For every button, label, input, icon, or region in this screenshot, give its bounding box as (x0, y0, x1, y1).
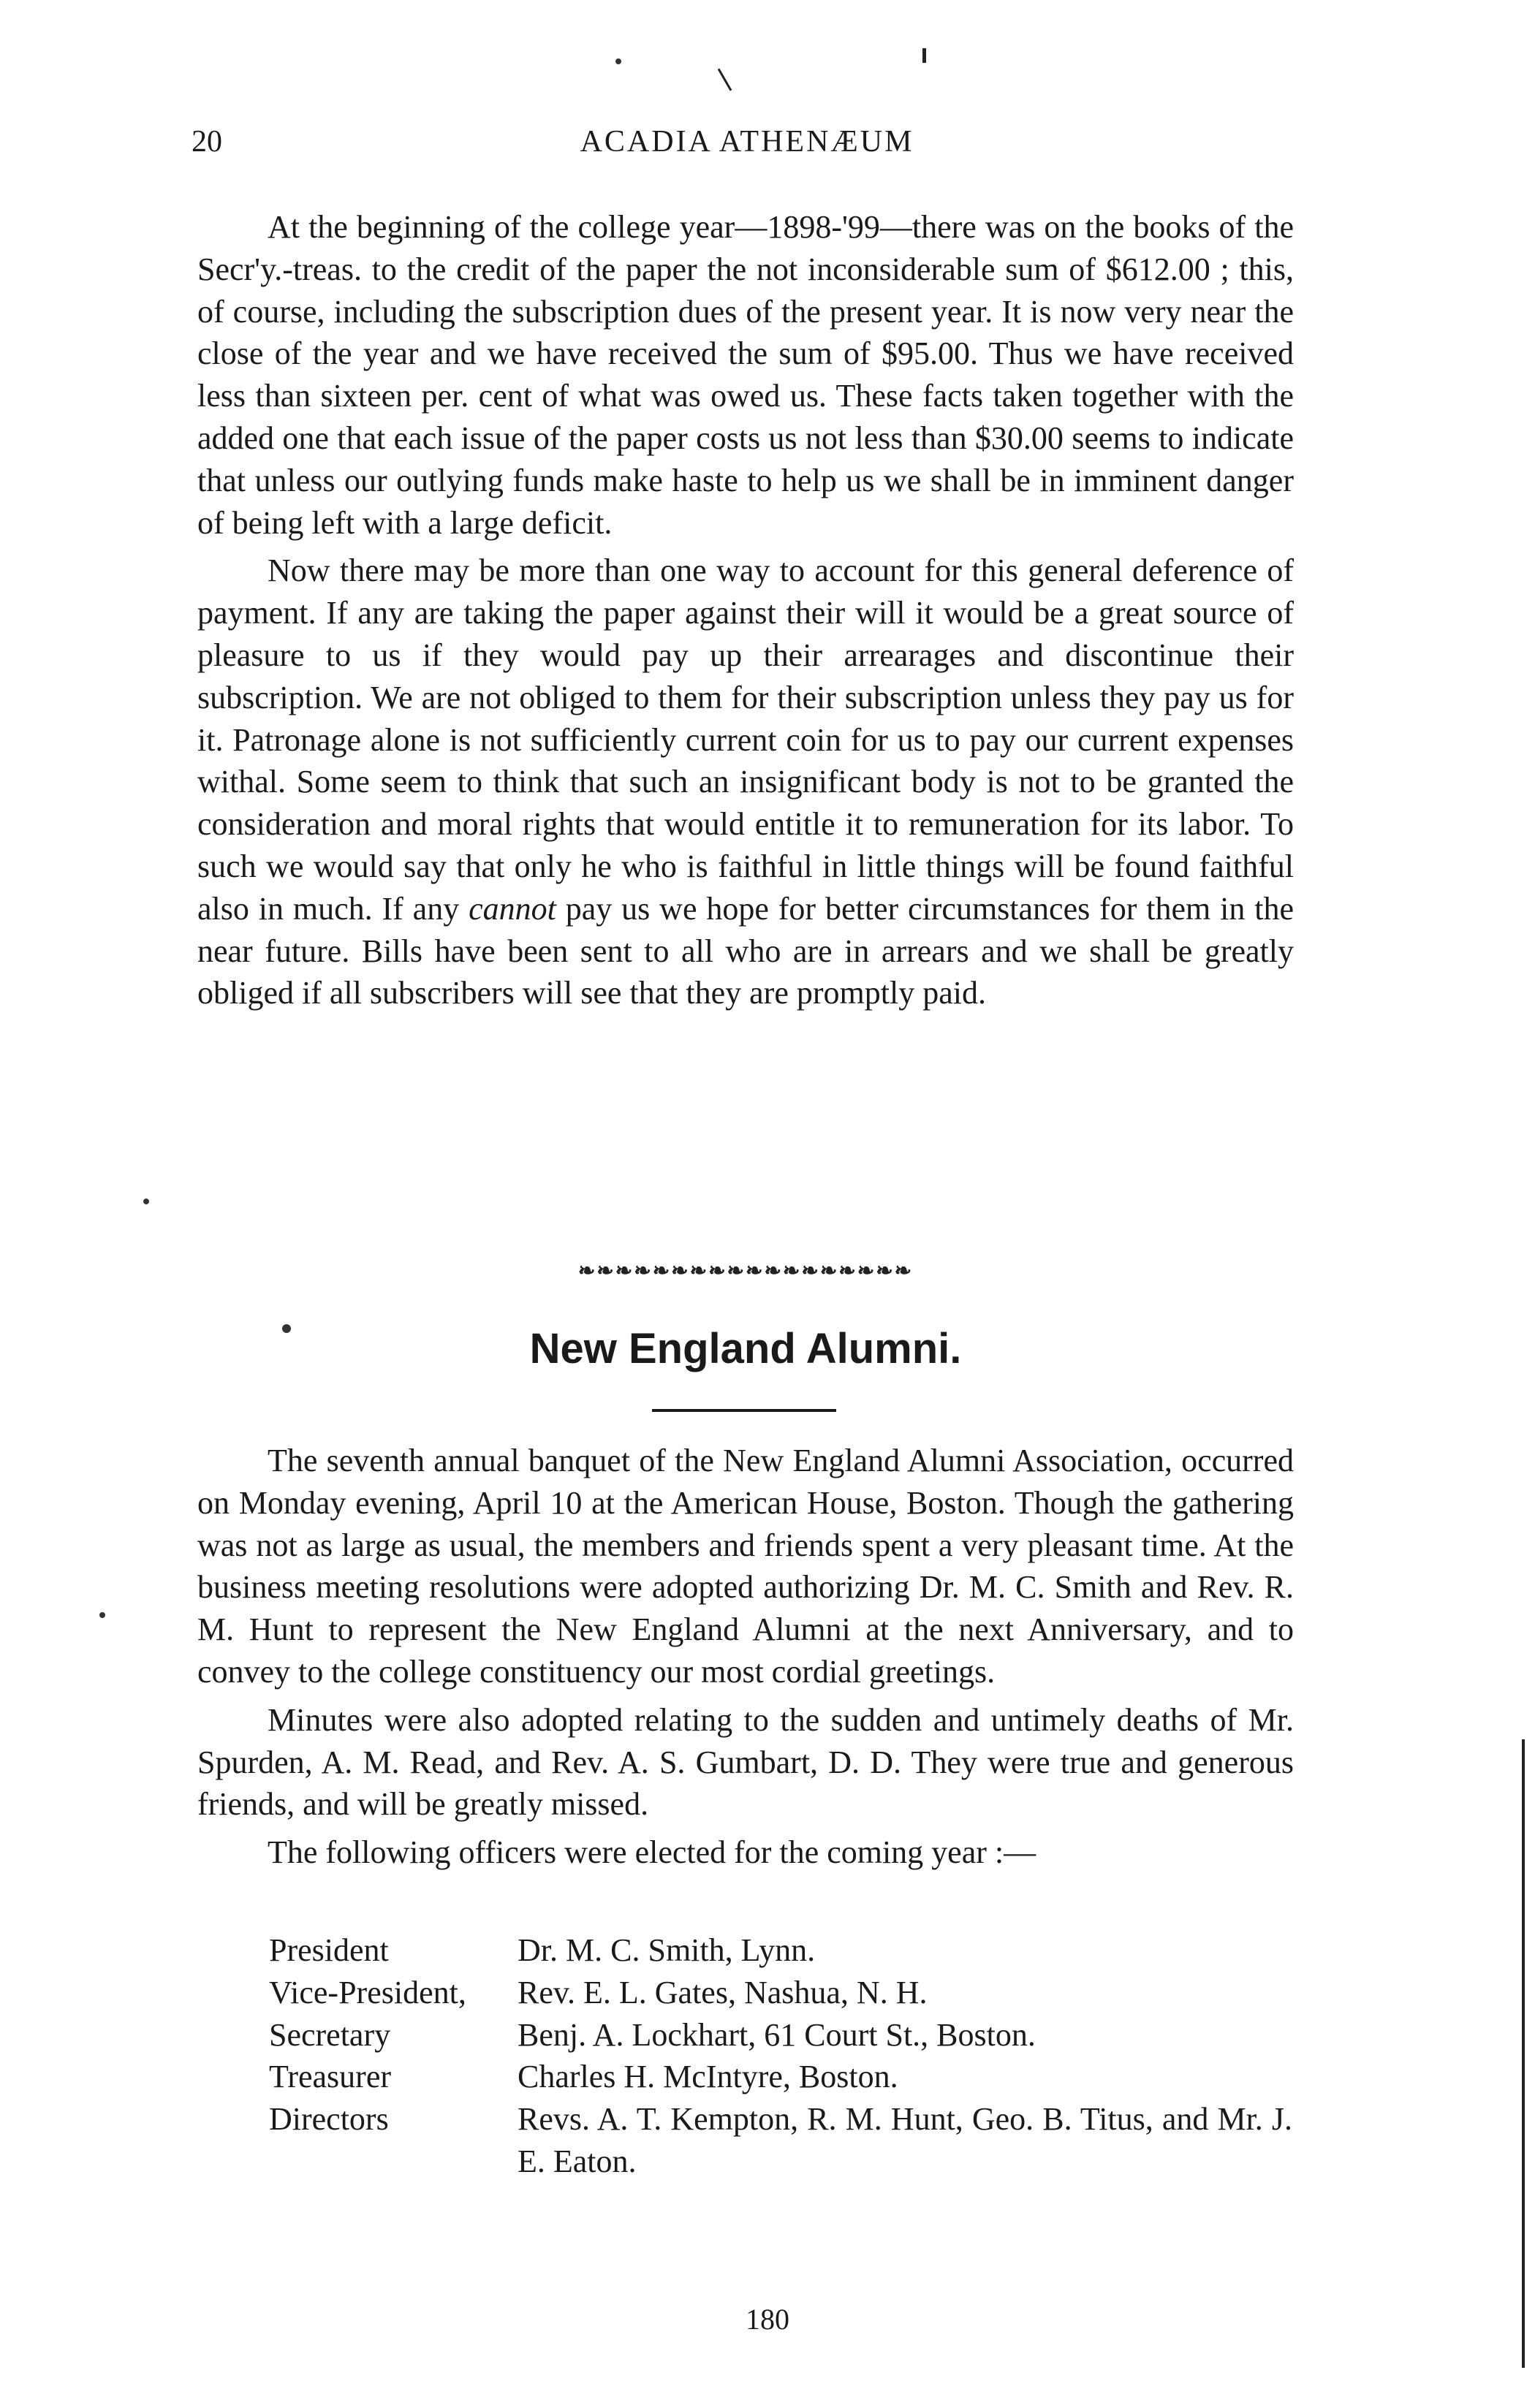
paragraph: At the beginning of the college year—1898-'99—there was on the books of the Secr'y.-treas. to the credit of the paper the not inconsiderable sum of $612.00 ; this, of course, including the subscription dues of the present year. It is now very near the close of the year and we have received the sum of $95.00. Thus we have received less than sixteen per. cent of what was owed us. These facts taken together with the added one that each issue of the paper costs us not less than $30.00 seems to indicate that unless our outlying funds make haste to help us we shall be in imminent danger of being left with a large deficit. (197, 209, 1294, 541)
officer-name: Rev. E. L. Gates, Nashua, N. H. (518, 1974, 928, 2010)
officer-name: Charles H. McIntyre, Boston. (518, 2059, 898, 2095)
scan-speck (143, 1199, 149, 1204)
section-ornament: ❧❧❧❧❧❧❧❧❧❧❧❧❧❧❧❧❧❧ (577, 1260, 914, 1283)
running-head: ACADIA ATHENÆUM (580, 125, 914, 159)
officer-name: Dr. M. C. Smith, Lynn. (518, 1932, 816, 1968)
scan-speck (922, 48, 926, 63)
officer-row (269, 2014, 1292, 2056)
alumni-report (197, 1440, 1294, 1880)
officer-row (269, 1972, 1292, 2014)
paragraph-text: pay us we hope for better circumstances for them in the near future. Bills have been sent to all who are in arrears and we shall be greatly obliged if all subscribers will see that they are promptly paid. (197, 890, 1295, 1011)
officer-row (269, 2056, 1292, 2098)
officer-title: President (269, 1932, 389, 1968)
officer-row (269, 2098, 1292, 2183)
officers-list (269, 1929, 1292, 2183)
section-title: New England Alumni. (529, 1325, 962, 1372)
officer-name: Revs. A. T. Kempton, R. M. Hunt, Geo. B. Titus, and Mr. J. E. Eaton. (518, 2101, 1292, 2179)
scan-speck (99, 1612, 105, 1618)
officer-title: Secretary (269, 2016, 391, 2053)
folio-number: 180 (746, 2303, 789, 2336)
page-header (192, 124, 1303, 175)
paragraph: Minutes were also adopted relating to the sudden and untimely deaths of Mr. Spurden, A. M. Read, and Rev. A. S. Gumbart, D. D. They were true and generous friends, and will be greatly missed. (197, 1701, 1294, 1823)
editorial-text (197, 206, 1294, 1020)
officer-title: Directors (269, 2101, 389, 2138)
paragraph-text: Now there may be more than one way to account for this general deference of payment. If any are taking the paper against their will it would be a great source of pleasure to us if they would pay up their arrearages and discontinue their subscription. We are not obliged to them for their subscription unless they pay us for it. Patronage alone is not sufficiently current coin for us to pay our current expenses withal. Some seem to think that such an insignificant body is not to be granted the consideration and moral rights that would entitle it to remuneration for its labor. To such we would say that only he who is faithful in little things will be found faithful also in much. If any (197, 552, 1294, 927)
emphasis-text: cannot (469, 890, 556, 927)
officer-title: Treasurer (269, 2059, 391, 2095)
officer-title: Vice-President, (269, 1974, 466, 2010)
officer-name: Benj. A. Lockhart, 61 Court St., Boston. (518, 2016, 1036, 2053)
scan-speck (718, 69, 732, 91)
paragraph (197, 550, 1294, 1014)
title-rule (652, 1409, 836, 1412)
page-number: 20 (192, 125, 222, 159)
paragraph: The following officers were elected for the coming year :— (268, 1834, 1036, 1871)
scan-speck (615, 58, 621, 64)
officer-row (269, 1929, 1292, 1972)
paragraph: The seventh annual banquet of the New England Alumni Association, occurred on Monday evening, April 10 at the American House, Boston. Though the gathering was not as large as usual, the members and friends spent a very pleasant time. At the business meeting resolutions were adopted authorizing Dr. M. C. Smith and Rev. R. M. Hunt to represent the New England Alumni at the next Anniversary, and to convey to the college constituency our most cordial greetings. (197, 1443, 1294, 1690)
scan-edge-line (1522, 1739, 1525, 2368)
